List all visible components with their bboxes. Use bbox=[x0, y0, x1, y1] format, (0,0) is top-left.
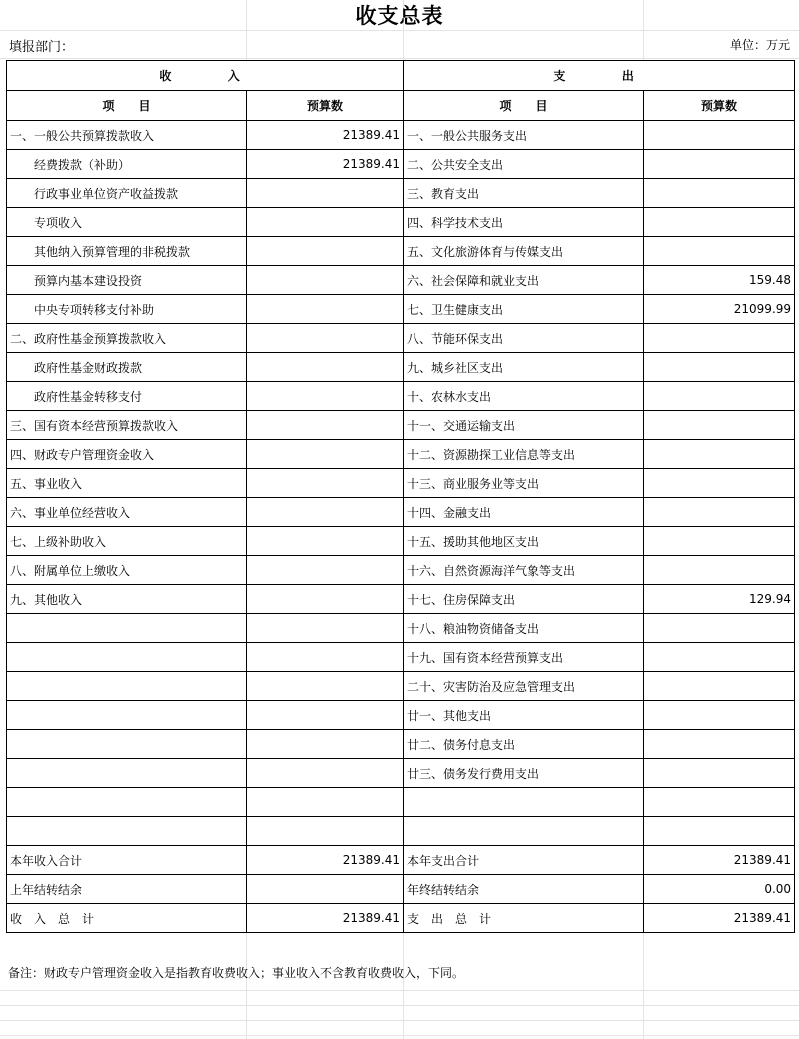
table-row bbox=[7, 440, 795, 469]
expense-item-cell: 十、农林水支出 bbox=[404, 382, 644, 411]
page-title: 收支总表 bbox=[355, 3, 444, 28]
table-row bbox=[7, 875, 795, 904]
income-total-label: 收 入 总 计 bbox=[7, 904, 247, 933]
income-amount-cell: 21389.41 bbox=[247, 846, 404, 875]
table-row bbox=[7, 730, 795, 759]
income-item-cell: 专项收入 bbox=[7, 208, 247, 237]
table-row bbox=[7, 614, 795, 643]
income-amount-cell bbox=[247, 788, 404, 817]
income-item-cell: 九、其他收入 bbox=[7, 585, 247, 614]
expense-amount-cell bbox=[644, 817, 795, 846]
income-item-cell bbox=[7, 759, 247, 788]
table-row bbox=[7, 237, 795, 266]
income-item-cell: 预算内基本建设投资 bbox=[7, 266, 247, 295]
expense-item-cell: 四、科学技术支出 bbox=[404, 208, 644, 237]
expense-item-cell: 本年支出合计 bbox=[404, 846, 644, 875]
income-amount-cell bbox=[247, 411, 404, 440]
expense-item-cell: 三、教育支出 bbox=[404, 179, 644, 208]
income-amount-cell bbox=[247, 266, 404, 295]
income-amount-cell bbox=[247, 643, 404, 672]
expense-item-cell: 廿二、债务付息支出 bbox=[404, 730, 644, 759]
income-item-cell: 政府性基金转移支付 bbox=[7, 382, 247, 411]
income-item-cell: 二、政府性基金预算拨款收入 bbox=[7, 324, 247, 353]
table-row bbox=[7, 701, 795, 730]
income-item-cell: 上年结转结余 bbox=[7, 875, 247, 904]
expense-amount-cell bbox=[644, 672, 795, 701]
income-amount-cell bbox=[247, 875, 404, 904]
income-section-header: 收 入 bbox=[7, 61, 404, 91]
income-amount-cell: 21389.41 bbox=[247, 150, 404, 179]
table-row bbox=[7, 817, 795, 846]
income-item-cell bbox=[7, 701, 247, 730]
expense-item-cell: 十五、援助其他地区支出 bbox=[404, 527, 644, 556]
income-amount-cell bbox=[247, 469, 404, 498]
income-amount-cell bbox=[247, 208, 404, 237]
income-amount-cell bbox=[247, 730, 404, 759]
table-row bbox=[7, 208, 795, 237]
income-amount-cell bbox=[247, 672, 404, 701]
table-row bbox=[7, 759, 795, 788]
expense-amount-cell: 159.48 bbox=[644, 266, 795, 295]
table-row bbox=[7, 179, 795, 208]
income-amount-cell: 21389.41 bbox=[247, 121, 404, 150]
table-row bbox=[7, 556, 795, 585]
expense-amount-cell: 21389.41 bbox=[644, 846, 795, 875]
expense-item-cell: 二十、灾害防治及应急管理支出 bbox=[404, 672, 644, 701]
income-item-cell: 四、财政专户管理资金收入 bbox=[7, 440, 247, 469]
table-row bbox=[7, 121, 795, 150]
expense-amount-cell bbox=[644, 614, 795, 643]
income-item-cell: 三、国有资本经营预算拨款收入 bbox=[7, 411, 247, 440]
table-row bbox=[7, 672, 795, 701]
expense-amount-cell bbox=[644, 324, 795, 353]
income-amount-cell bbox=[247, 179, 404, 208]
expense-amount-cell bbox=[644, 527, 795, 556]
table-row bbox=[7, 585, 795, 614]
table-row bbox=[7, 498, 795, 527]
expense-amount-cell bbox=[644, 179, 795, 208]
department-label: 填报部门： bbox=[9, 40, 75, 55]
expense-amount-cell bbox=[644, 788, 795, 817]
expense-item-cell: 十九、国有资本经营预算支出 bbox=[404, 643, 644, 672]
unit-label: 单位：万元 bbox=[729, 38, 790, 52]
income-amount-cell bbox=[247, 759, 404, 788]
income-item-cell: 经费拨款（补助） bbox=[7, 150, 247, 179]
expense-item-cell: 八、节能环保支出 bbox=[404, 324, 644, 353]
income-amount-cell bbox=[247, 237, 404, 266]
grand-total-row bbox=[7, 904, 795, 933]
income-item-cell bbox=[7, 672, 247, 701]
income-item-cell: 一、一般公共预算拨款收入 bbox=[7, 121, 247, 150]
table-row bbox=[7, 527, 795, 556]
expense-item-cell: 十七、住房保障支出 bbox=[404, 585, 644, 614]
expense-item-cell: 十六、自然资源海洋气象等支出 bbox=[404, 556, 644, 585]
income-item-header: 项 目 bbox=[7, 91, 247, 121]
income-amount-cell bbox=[247, 382, 404, 411]
expense-amount-cell bbox=[644, 498, 795, 527]
expense-item-cell bbox=[404, 788, 644, 817]
expense-amount-cell: 129.94 bbox=[644, 585, 795, 614]
income-item-cell: 六、事业单位经营收入 bbox=[7, 498, 247, 527]
expense-item-cell: 十八、粮油物资储备支出 bbox=[404, 614, 644, 643]
income-item-cell: 中央专项转移支付补助 bbox=[7, 295, 247, 324]
income-item-cell: 八、附属单位上缴收入 bbox=[7, 556, 247, 585]
expense-budget-header: 预算数 bbox=[644, 91, 795, 121]
expense-item-cell: 廿三、债务发行费用支出 bbox=[404, 759, 644, 788]
expense-item-cell: 二、公共安全支出 bbox=[404, 150, 644, 179]
table-row bbox=[7, 846, 795, 875]
income-item-cell bbox=[7, 643, 247, 672]
expense-amount-cell bbox=[644, 237, 795, 266]
income-item-cell bbox=[7, 788, 247, 817]
table-row bbox=[7, 643, 795, 672]
table-row bbox=[7, 295, 795, 324]
expense-item-cell: 五、文化旅游体育与传媒支出 bbox=[404, 237, 644, 266]
income-amount-cell bbox=[247, 498, 404, 527]
expense-item-cell: 十二、资源勘探工业信息等支出 bbox=[404, 440, 644, 469]
income-item-cell: 政府性基金财政拨款 bbox=[7, 353, 247, 382]
expense-item-cell: 廿一、其他支出 bbox=[404, 701, 644, 730]
expense-item-cell: 十三、商业服务业等支出 bbox=[404, 469, 644, 498]
table-row bbox=[7, 353, 795, 382]
expense-item-cell: 年终结转结余 bbox=[404, 875, 644, 904]
expense-item-cell: 十四、金融支出 bbox=[404, 498, 644, 527]
income-amount-cell bbox=[247, 295, 404, 324]
expense-amount-cell bbox=[644, 730, 795, 759]
income-amount-cell bbox=[247, 440, 404, 469]
expense-amount-cell bbox=[644, 208, 795, 237]
expense-total-label: 支 出 总 计 bbox=[404, 904, 644, 933]
section-header-row bbox=[7, 61, 795, 91]
expense-item-cell: 七、卫生健康支出 bbox=[404, 295, 644, 324]
income-item-cell: 行政事业单位资产收益拨款 bbox=[7, 179, 247, 208]
income-total-amount: 21389.41 bbox=[247, 904, 404, 933]
expense-amount-cell: 0.00 bbox=[644, 875, 795, 904]
expense-item-cell: 九、城乡社区支出 bbox=[404, 353, 644, 382]
expense-amount-cell bbox=[644, 353, 795, 382]
footnote: 备注：财政专户管理资金收入是指教育收费收入；事业收入不含教育收费收入，下同。 bbox=[8, 966, 465, 980]
table-row bbox=[7, 324, 795, 353]
budget-summary-table bbox=[6, 60, 795, 933]
table-row bbox=[7, 411, 795, 440]
table-row bbox=[7, 382, 795, 411]
expense-amount-cell bbox=[644, 701, 795, 730]
expense-amount-cell bbox=[644, 556, 795, 585]
expense-amount-cell bbox=[644, 121, 795, 150]
expense-amount-cell bbox=[644, 382, 795, 411]
table-row bbox=[7, 469, 795, 498]
income-item-cell: 五、事业收入 bbox=[7, 469, 247, 498]
income-item-cell: 其他纳入预算管理的非税拨款 bbox=[7, 237, 247, 266]
income-item-cell bbox=[7, 730, 247, 759]
income-amount-cell bbox=[247, 614, 404, 643]
income-item-cell bbox=[7, 614, 247, 643]
income-budget-header: 预算数 bbox=[247, 91, 404, 121]
income-amount-cell bbox=[247, 324, 404, 353]
table-row bbox=[7, 788, 795, 817]
expense-item-header: 项 目 bbox=[404, 91, 644, 121]
income-amount-cell bbox=[247, 585, 404, 614]
column-header-row bbox=[7, 91, 795, 121]
expense-amount-cell bbox=[644, 643, 795, 672]
expense-amount-cell bbox=[644, 411, 795, 440]
expense-amount-cell bbox=[644, 469, 795, 498]
expense-section-header: 支 出 bbox=[404, 61, 795, 91]
expense-item-cell: 一、一般公共服务支出 bbox=[404, 121, 644, 150]
expense-amount-cell bbox=[644, 440, 795, 469]
expense-item-cell: 六、社会保障和就业支出 bbox=[404, 266, 644, 295]
income-item-cell: 本年收入合计 bbox=[7, 846, 247, 875]
expense-total-amount: 21389.41 bbox=[644, 904, 795, 933]
income-amount-cell bbox=[247, 527, 404, 556]
income-amount-cell bbox=[247, 817, 404, 846]
expense-item-cell bbox=[404, 817, 644, 846]
table-row bbox=[7, 266, 795, 295]
expense-item-cell: 十一、交通运输支出 bbox=[404, 411, 644, 440]
expense-amount-cell bbox=[644, 759, 795, 788]
income-amount-cell bbox=[247, 556, 404, 585]
income-item-cell: 七、上级补助收入 bbox=[7, 527, 247, 556]
table-row bbox=[7, 150, 795, 179]
expense-amount-cell bbox=[644, 150, 795, 179]
income-item-cell bbox=[7, 817, 247, 846]
income-amount-cell bbox=[247, 353, 404, 382]
income-amount-cell bbox=[247, 701, 404, 730]
expense-amount-cell: 21099.99 bbox=[644, 295, 795, 324]
